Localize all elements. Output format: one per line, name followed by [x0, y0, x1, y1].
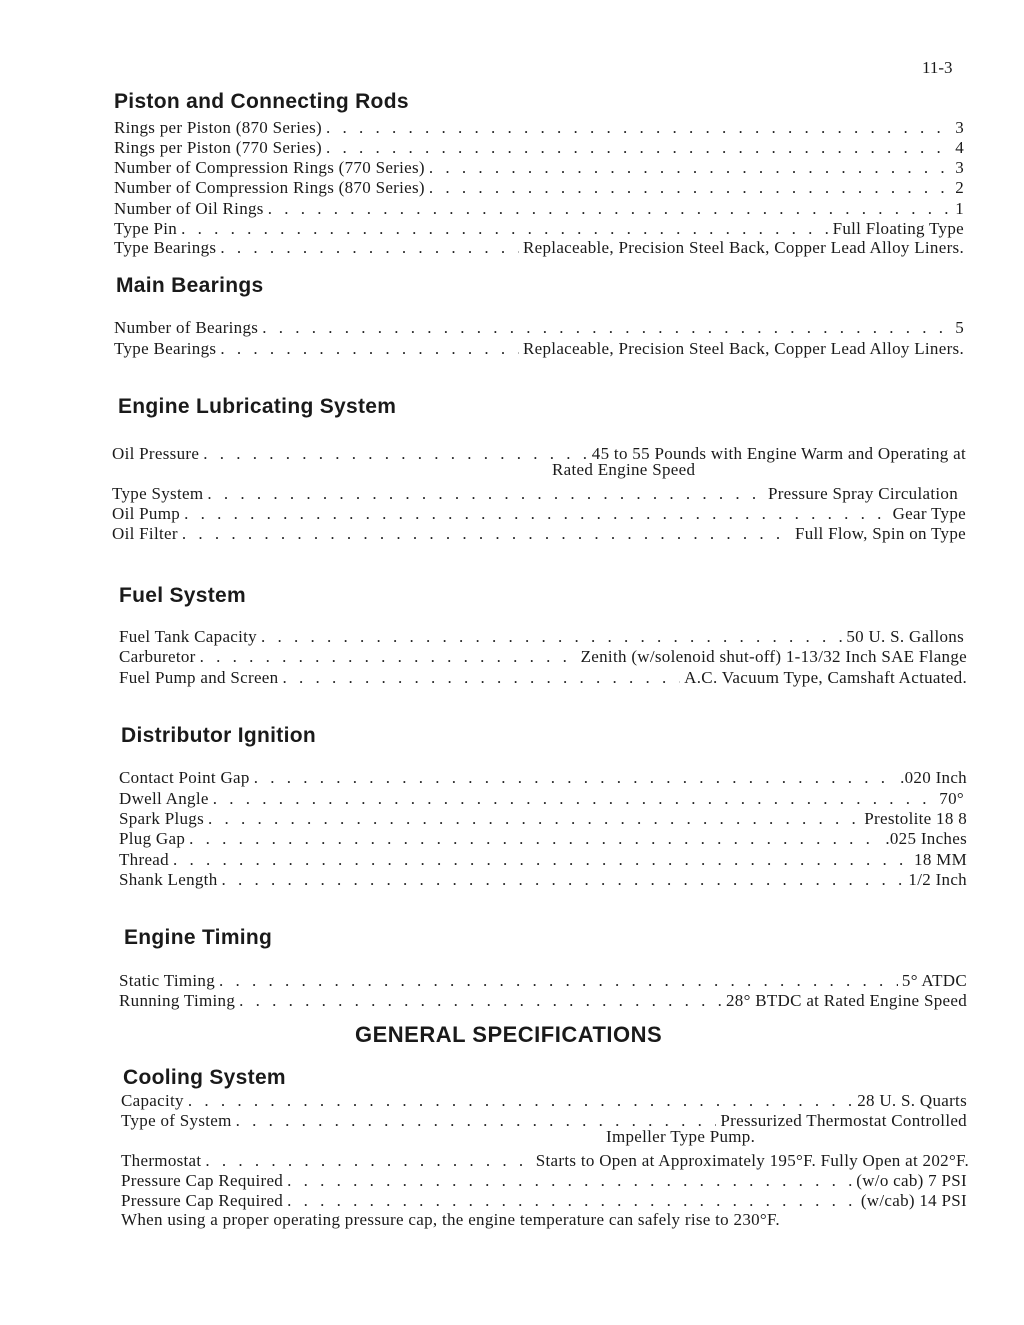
- spec-row: [112, 484, 958, 504]
- spec-row: [119, 668, 967, 688]
- spec-value: 5: [955, 318, 964, 337]
- spec-label: Type Bearings: [114, 339, 217, 358]
- spec-value: 4: [955, 138, 964, 157]
- spec-label: Pressure Cap Required: [121, 1191, 284, 1210]
- spec-row: [119, 789, 964, 809]
- spec-value: A.C. Vacuum Type, Camshaft Actuated.: [684, 668, 967, 687]
- spec-value: .025 Inches: [885, 829, 967, 848]
- spec-value-continuation: Impeller Type Pump.: [606, 1127, 756, 1146]
- spec-value: 1/2 Inch: [908, 870, 967, 889]
- spec-value: Replaceable, Precision Steel Back, Copper Lead Alloy Liners.: [523, 339, 964, 358]
- spec-label: Thermostat: [121, 1151, 202, 1170]
- section-title-cooling: Cooling System: [123, 1066, 286, 1089]
- spec-row: [121, 1151, 969, 1171]
- spec-row: [119, 627, 964, 647]
- spec-row: [114, 178, 964, 198]
- leader-dots: [200, 647, 577, 667]
- page-number: 11-3: [922, 58, 953, 77]
- spec-row: [119, 829, 967, 849]
- leader-dots: [287, 1171, 852, 1191]
- leader-dots: [205, 1151, 531, 1171]
- spec-label: Number of Compression Rings (770 Series): [114, 158, 425, 177]
- spec-label: Static Timing: [119, 971, 216, 990]
- spec-label: Thread: [119, 850, 169, 869]
- spec-value: 70°: [939, 789, 964, 808]
- spec-value: (w/o cab) 7 PSI: [856, 1171, 967, 1190]
- spec-row: [121, 1111, 967, 1131]
- leader-dots: [182, 524, 791, 544]
- spec-row: [112, 444, 966, 464]
- leader-dots: [282, 668, 680, 688]
- spec-label: Carburetor: [119, 647, 196, 666]
- spec-value: Replaceable, Precision Steel Back, Copper Lead Alloy Liners.: [523, 238, 964, 257]
- section-title-piston: Piston and Connecting Rods: [114, 90, 409, 113]
- spec-label: Number of Bearings: [114, 318, 259, 337]
- leader-dots: [207, 484, 764, 504]
- spec-row: [114, 219, 964, 239]
- spec-row: [112, 524, 966, 544]
- spec-label: Capacity: [121, 1091, 184, 1110]
- spec-row: [121, 1091, 967, 1111]
- spec-label: Spark Plugs: [119, 809, 205, 828]
- spec-value: Gear Type: [892, 504, 966, 523]
- spec-label: Fuel Pump and Screen: [119, 668, 279, 687]
- leader-dots: [287, 1191, 857, 1211]
- spec-row: [114, 318, 964, 338]
- spec-value: Starts to Open at Approximately 195°F. Fully Open at 202°F.: [535, 1151, 969, 1170]
- spec-value: 1: [955, 199, 964, 218]
- leader-dots: [262, 318, 951, 338]
- spec-label: Oil Pump: [112, 504, 181, 523]
- spec-value: Zenith (w/solenoid shut-off) 1-13/32 Inch SAE Flange: [580, 647, 967, 666]
- leader-dots: [429, 178, 951, 198]
- spec-label: Type Bearings: [114, 238, 217, 257]
- spec-row: [114, 199, 964, 219]
- cooling-note: When using a proper operating pressure cap, the engine temperature can safely rise to 230°F.: [121, 1210, 780, 1229]
- spec-value: Pressure Spray Circulation: [767, 484, 958, 503]
- spec-label: Rings per Piston (870 Series): [114, 118, 322, 137]
- spec-row: [119, 870, 967, 890]
- spec-label: Type of System: [121, 1111, 232, 1130]
- leader-dots: [326, 138, 951, 158]
- spec-value: 3: [955, 158, 964, 177]
- spec-row: [114, 238, 964, 258]
- spec-row: [114, 158, 964, 178]
- spec-value: 5° ATDC: [901, 971, 967, 990]
- spec-value: Prestolite 18 8: [864, 809, 967, 828]
- spec-row: [121, 1171, 967, 1191]
- spec-label: Number of Compression Rings (870 Series): [114, 178, 425, 197]
- spec-label: Fuel Tank Capacity: [119, 627, 257, 646]
- leader-dots: [429, 158, 951, 178]
- spec-row: [119, 850, 967, 870]
- spec-row: [114, 118, 964, 138]
- leader-dots: [268, 199, 951, 219]
- spec-value: 3: [955, 118, 964, 137]
- spec-value: 18 MM: [914, 850, 967, 869]
- spec-value: Full Flow, Spin on Type: [794, 524, 966, 543]
- leader-dots: [208, 809, 860, 829]
- spec-row: [112, 504, 966, 524]
- spec-label: Pressure Cap Required: [121, 1171, 284, 1190]
- leader-dots: [220, 339, 519, 359]
- spec-value: Pressurized Thermostat Controlled: [720, 1111, 967, 1130]
- spec-value-continuation: Rated Engine Speed: [552, 460, 696, 479]
- leader-dots: [254, 768, 896, 788]
- leader-dots: [219, 971, 898, 991]
- leader-dots: [188, 1091, 853, 1111]
- spec-value: 28° BTDC at Rated Engine Speed: [725, 991, 967, 1010]
- spec-label: Running Timing: [119, 991, 236, 1010]
- spec-row: [119, 768, 967, 788]
- spec-label: Rings per Piston (770 Series): [114, 138, 322, 157]
- spec-value: Full Floating Type: [832, 219, 964, 238]
- spec-value: 2: [955, 178, 964, 197]
- section-title-timing: Engine Timing: [124, 926, 273, 949]
- leader-dots: [173, 850, 910, 870]
- spec-label: Type Pin: [114, 219, 178, 238]
- spec-row: [114, 138, 964, 158]
- spec-row: [119, 991, 967, 1011]
- spec-label: Plug Gap: [119, 829, 186, 848]
- spec-label: Oil Pressure: [112, 444, 200, 463]
- spec-value: 28 U. S. Quarts: [857, 1091, 967, 1110]
- spec-label: Shank Length: [119, 870, 218, 889]
- section-title-ignition: Distributor Ignition: [121, 724, 316, 747]
- leader-dots: [222, 870, 905, 890]
- spec-label: Contact Point Gap: [119, 768, 250, 787]
- leader-dots: [239, 991, 722, 1011]
- spec-value: (w/cab) 14 PSI: [860, 1191, 967, 1210]
- spec-label: Dwell Angle: [119, 789, 209, 808]
- leader-dots: [184, 504, 889, 524]
- spec-row: [121, 1191, 967, 1211]
- page-title: GENERAL SPECIFICATIONS: [355, 1022, 663, 1047]
- leader-dots: [189, 829, 881, 849]
- spec-row: [119, 647, 967, 667]
- leader-dots: [181, 219, 829, 239]
- section-title-main-bearings: Main Bearings: [116, 274, 264, 297]
- spec-label: Number of Oil Rings: [114, 199, 264, 218]
- section-title-fuel: Fuel System: [119, 584, 247, 607]
- spec-value: 45 to 55 Pounds with Engine Warm and Operating at: [591, 444, 966, 463]
- leader-dots: [220, 238, 519, 258]
- section-title-lubrication: Engine Lubricating System: [118, 395, 397, 418]
- spec-row: [119, 971, 967, 991]
- spec-value: .020 Inch: [900, 768, 967, 787]
- spec-row: [119, 809, 967, 829]
- spec-label: Type System: [112, 484, 204, 503]
- leader-dots: [326, 118, 951, 138]
- spec-label: Oil Filter: [112, 524, 178, 543]
- leader-dots: [261, 627, 842, 647]
- leader-dots: [213, 789, 936, 809]
- spec-value: 50 U. S. Gallons: [846, 627, 964, 646]
- leader-dots: [203, 444, 588, 464]
- spec-row: [114, 339, 964, 359]
